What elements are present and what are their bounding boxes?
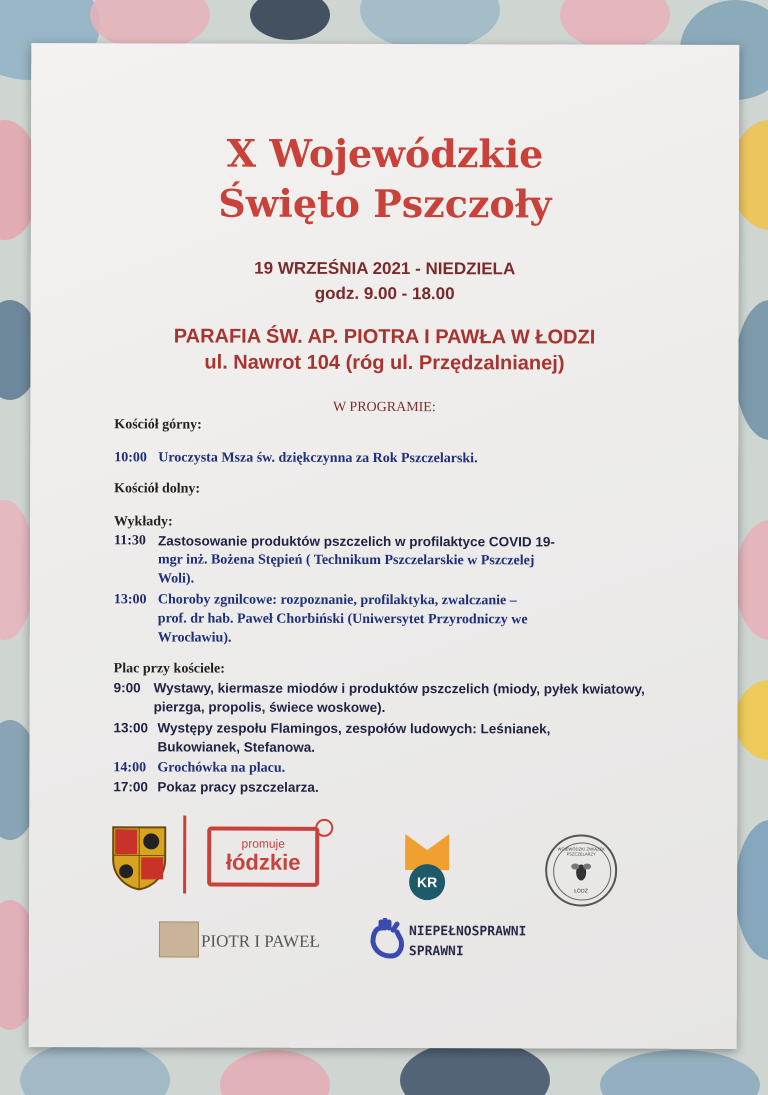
- section-upper-church: Kościół górny:: [114, 417, 202, 433]
- item-text: Zastosowanie produktów pszczelich w profilaktyce COVID 19-: [157, 533, 555, 550]
- event-address: ul. Nawrot 104 (róg ul. Przędzalnianej): [204, 351, 565, 375]
- item-time: 13:00: [113, 720, 149, 736]
- bee-icon: [571, 858, 591, 882]
- section-lectures: Wykłady:: [114, 514, 173, 530]
- kr-label: KR: [416, 874, 438, 891]
- program-heading: W PROGRAMIE:: [332, 399, 436, 416]
- lecture1-speaker-cont: Woli).: [157, 571, 195, 587]
- promuje-lodzkie-logo: [207, 827, 319, 887]
- sponsor-logos: [29, 43, 740, 1049]
- event-place: PARAFIA ŚW. AP. PIOTRA I PAWŁA W ŁODZI: [173, 325, 596, 349]
- lecture2-speaker-cont: Wrocławiu).: [157, 630, 232, 646]
- niepelnosprawni-logo: [409, 922, 527, 962]
- piotr-pawel-logo: PIOTR I PAWEŁ: [200, 931, 320, 951]
- section-square: Plac przy kościele:: [113, 661, 225, 677]
- lodzkie-label: łódzkie: [225, 849, 301, 875]
- item-text: Występy zespołu Flamingos, zespołów ludowych: Leśnianek,: [157, 720, 551, 737]
- item-time: 11:30: [113, 533, 146, 549]
- item-text: Grochówka na placu.: [157, 760, 286, 776]
- poster-title-line1: X Wojewódzkie: [226, 130, 544, 177]
- item-time: 10:00: [114, 450, 147, 466]
- promuje-label: promuje: [241, 836, 285, 851]
- performances-cont: Bukowianek, Stefanowa.: [157, 739, 316, 755]
- item-time: 9:00: [113, 680, 141, 696]
- hand-icon: [367, 918, 407, 964]
- coat-of-arms-logo: [111, 825, 167, 895]
- exhibitions-cont: pierzga, propolis, świece woskowe).: [153, 699, 386, 716]
- item-time: 13:00: [113, 592, 147, 608]
- poster-sheet: [29, 43, 740, 1049]
- church-emblem-icon: [159, 921, 199, 957]
- trademark-icon: [315, 819, 333, 837]
- section-lower-church: Kościół dolny:: [114, 481, 201, 497]
- stamp-text: WOJEWÓDZKI ZWIĄZEK PSZCZELARZY: [557, 846, 605, 857]
- event-hours: godz. 9.00 - 18.00: [314, 283, 455, 304]
- np-line2: SPRAWNI: [408, 944, 464, 960]
- item-time: 14:00: [113, 760, 147, 776]
- kr-logo: [403, 832, 451, 906]
- np-line1: NIEPEŁNOSPRAWNI: [408, 924, 527, 940]
- beekeepers-union-stamp: [545, 834, 617, 906]
- item-time: 17:00: [113, 779, 148, 795]
- stamp-city: ŁÓDŹ: [574, 888, 589, 895]
- lecture2-speaker: prof. dr hab. Paweł Chorbiński (Uniwersytet Przyrodniczy we: [157, 611, 528, 628]
- item-text: Wystawy, kiermasze miodów i produktów pszczelich (miody, pyłek kwiatowy,: [153, 680, 645, 697]
- lecture1-speaker: mgr inż. Bożena Stępień ( Technikum Pszczelarskie w Pszczelej: [157, 552, 535, 569]
- logo-divider: [183, 815, 186, 893]
- event-date: 19 WRZEŚNIA 2021 - NIEDZIELA: [254, 258, 516, 279]
- item-text: Pokaz pracy pszczelarza.: [157, 779, 319, 795]
- item-text: Choroby zgnilcowe: rozpoznanie, profilaktyka, zwalczanie –: [157, 592, 517, 609]
- item-text: Uroczysta Msza św. dziękczynna za Rok Pszczelarski.: [158, 450, 478, 467]
- poster-title-line2: Święto Pszczoły: [218, 180, 552, 227]
